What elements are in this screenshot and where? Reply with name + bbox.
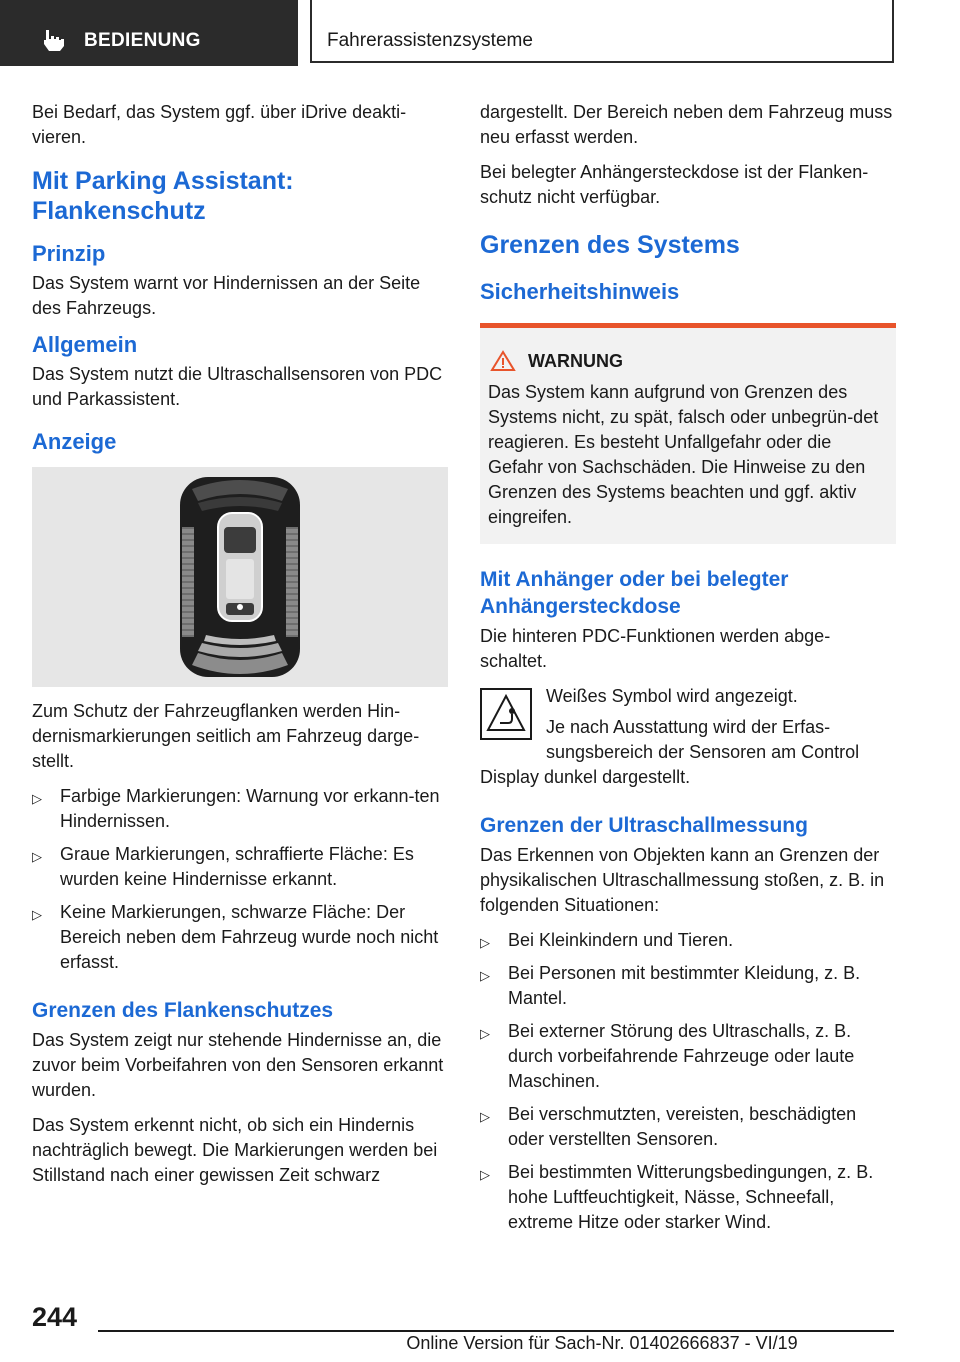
hand-pointer-icon — [40, 28, 66, 52]
list-item: ▷ Graue Markierungen, schraffierte Fläche: Es wurden keine Hindernisse erkannt. — [32, 844, 414, 889]
heading-prinzip: Prinzip — [32, 241, 106, 266]
heading-grenzen-flankenschutz: Grenzen des Flankenschutzes — [32, 999, 334, 1022]
list-item: ▷ Bei verschmutzten, vereisten, beschädigten oder verstellten Sensoren. — [480, 1104, 857, 1149]
heading-ultraschall: Grenzen der Ultraschallmessung — [480, 814, 808, 837]
text-ausstattung: Je nach Ausstattung wird der Erfas-sungsbereich der Sensoren am Control — [546, 717, 860, 762]
car-side-protection-illustration — [32, 467, 448, 687]
bullet-triangle-icon: ▷ — [32, 849, 42, 864]
heading-sicherheitshinweis: Sicherheitshinweis — [480, 279, 680, 304]
bullet-triangle-icon: ▷ — [480, 968, 490, 983]
right-column — [480, 100, 896, 1245]
limits-list — [480, 928, 896, 1235]
bullet-triangle-icon: ▷ — [480, 1167, 490, 1182]
section-label: BEDIENUNG — [84, 30, 201, 51]
bullet-triangle-icon: ▷ — [480, 1109, 490, 1124]
text-allgemein: Das System nutzt die Ultraschallsensoren von PDC und Parkassistent. — [32, 364, 443, 409]
bullet-triangle-icon: ▷ — [32, 791, 42, 806]
heading-anzeige: Anzeige — [32, 429, 117, 454]
heading-allgemein: Allgemein — [32, 332, 138, 357]
footer-divider — [98, 1330, 894, 1332]
marking-list — [32, 784, 448, 975]
chapter-tab — [310, 0, 894, 63]
text-anzeige: Zum Schutz der Fahrzeugflanken werden Hin-dernismarkierungen seitlich am Fahrzeug darge-stellt. — [32, 701, 420, 771]
left-column — [32, 100, 448, 1198]
warning-text: Das System kann aufgrund von Grenzen des Systems nicht, zu spät, falsch oder unbegrün-det reagieren. Es besteht Unfallgefahr oder die Gefahr von Sachschäden. Die Hinweise zu den Grenzen des Systems beachten und ggf. aktiv eingreifen. — [488, 382, 879, 527]
text-continued: dargestellt. Der Bereich neben dem Fahrzeug muss neu erfasst werden. — [480, 102, 893, 147]
list-item: ▷ Bei Personen mit bestimmter Kleidung, z. B. Mantel. — [480, 963, 861, 1008]
heading-flankenschutz: Mit Parking Assistant: Flankenschutz — [32, 167, 294, 225]
text-pdc: Die hinteren PDC-Funktionen werden abge-schaltet. — [480, 626, 831, 671]
online-version: Online Version für Sach-Nr. 01402666837 - VI/19 — [406, 1333, 798, 1353]
list-item: ▷ Bei externer Störung des Ultraschalls, z. B. durch vorbeifahrende Fahrzeuge oder laute Maschinen. — [480, 1021, 855, 1091]
intro-text: Bei Bedarf, das System ggf. über iDrive deakti-vieren. — [32, 102, 407, 147]
heading-grenzen-systems: Grenzen des Systems — [480, 231, 740, 259]
warning-title: WARNUNG — [490, 350, 884, 372]
text-prinzip: Das System warnt vor Hindernissen an der Seite des Fahrzeugs. — [32, 273, 421, 318]
bullet-triangle-icon: ▷ — [32, 907, 42, 922]
symbol-row — [480, 684, 896, 790]
text-anhaengersteckdose: Bei belegter Anhängersteckdose ist der Flanken-schutz nicht verfügbar. — [480, 162, 869, 207]
list-item: ▷ Bei Kleinkindern und Tieren. — [480, 928, 896, 953]
text-symbol: Weißes Symbol wird angezeigt. — [546, 686, 798, 706]
list-item: ▷ Bei bestimmten Witterungsbedingungen, z. B. hohe Luftfeuchtigkeit, Nässe, Schneefall, extreme Hitze oder starker Wind. — [480, 1162, 874, 1232]
chapter-label: Fahrerassistenzsysteme — [327, 30, 533, 51]
trailer-hitch-icon — [480, 688, 532, 740]
bullet-triangle-icon: ▷ — [480, 1026, 490, 1041]
text-grenzen-flanken-1: Das System zeigt nur stehende Hindernisse an, die zuvor beim Vorbeifahren von den Sensoren erkannt wurden. — [32, 1030, 444, 1100]
warning-box — [480, 323, 896, 544]
warning-triangle-icon — [490, 350, 516, 372]
text-grenzen-flanken-2: Das System erkennt nicht, ob sich ein Hindernis nachträglich bewegt. Die Markierungen werden bei Stillstand nach einer gewissen Zeit schwarz — [32, 1115, 438, 1185]
list-item: ▷ Farbige Markierungen: Warnung vor erkann-ten Hindernissen. — [32, 786, 440, 831]
bullet-triangle-icon: ▷ — [480, 935, 490, 950]
text-ausstattung-cont: Display dunkel dargestellt. — [480, 767, 691, 787]
text-ultraschall: Das Erkennen von Objekten kann an Grenzen der physikalischen Ultraschallmessung stoßen, z. B. in folgenden Situationen: — [480, 845, 885, 915]
section-tab — [0, 0, 298, 66]
list-item: ▷ Keine Markierungen, schwarze Fläche: Der Bereich neben dem Fahrzeug wurde noch nicht erfasst. — [32, 902, 439, 972]
parking-display-figure — [32, 467, 448, 687]
heading-anhaenger: Mit Anhänger oder bei belegter Anhängersteckdose — [480, 568, 789, 618]
page-number: 244 — [32, 1302, 78, 1332]
